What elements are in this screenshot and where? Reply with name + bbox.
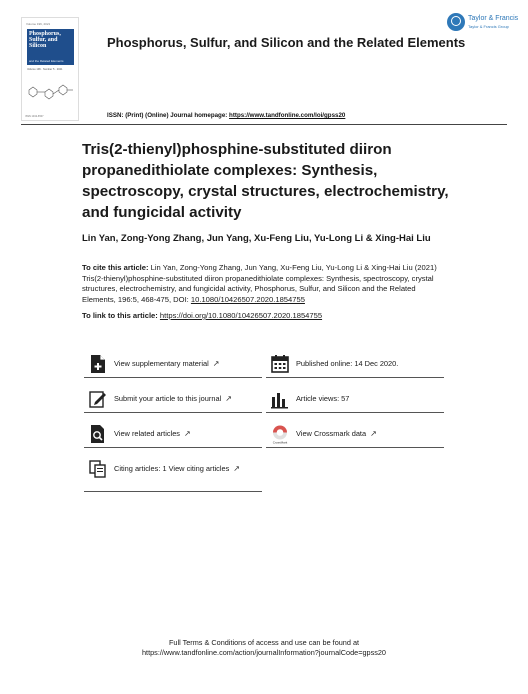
crossmark-logo-icon bbox=[270, 424, 290, 444]
article-link-label: To link to this article: bbox=[82, 311, 160, 320]
terms-footer-line1: Full Terms & Conditions of access and use can be found at bbox=[168, 638, 360, 647]
calendar-icon bbox=[270, 354, 290, 374]
article-title: Tris(2-thienyl)phosphine-substituted diiron propanedithiolate complexes: Synthesis, spectroscopy, crystal structures, electrochemistry, and fungicidal activity bbox=[82, 141, 449, 221]
crossmark-link[interactable] bbox=[270, 422, 450, 456]
publisher-logo[interactable] bbox=[447, 13, 521, 37]
cover-title-band bbox=[27, 29, 74, 65]
article-views-label: Article views: 57 bbox=[296, 394, 350, 403]
cover-subtitle: and the Related Elements bbox=[29, 59, 64, 63]
supplementary-label: View supplementary material bbox=[114, 359, 209, 368]
citation-text: Lin Yan, Zong-Yong Zhang, Jun Yang, Xu-Feng Liu, Yu-Long Li & Xing-Hai Liu (2021) Tris(2-thienyl)phosphine-substituted diiron propanedithiolate complexes: Synthesis, spectroscopy, crystal structures, electrochemistry, and fungicidal activity, Phosphorus, Sulfur, and Silicon and the Related Elements, 196:5, 468-475, DOI: bbox=[82, 263, 437, 304]
supplementary-material-link[interactable] bbox=[88, 352, 268, 386]
journal-cover-thumbnail bbox=[21, 17, 79, 121]
citing-articles-link[interactable] bbox=[88, 457, 268, 491]
related-articles-link[interactable] bbox=[88, 422, 268, 456]
external-link-icon: ↗ bbox=[184, 429, 191, 438]
journal-title: Phosphorus, Sulfur, and Silicon and the Related Elements bbox=[107, 35, 466, 50]
citing-articles-label: Citing articles: 1 View citing articles bbox=[114, 464, 230, 473]
submit-label: Submit your article to this journal bbox=[114, 394, 222, 403]
search-document-icon bbox=[88, 424, 108, 444]
publisher-subname: Taylor & Francis Group bbox=[468, 24, 509, 29]
citation-block bbox=[82, 263, 448, 305]
issn-text: ISSN: (Print) (Online) Journal homepage: bbox=[107, 112, 230, 119]
submit-article-link[interactable] bbox=[88, 387, 268, 421]
terms-footer-link[interactable]: https://www.tandfonline.com/action/journalInformation?journalCode=gpss20 bbox=[142, 647, 386, 657]
citing-documents-icon bbox=[88, 459, 108, 479]
external-link-icon: ↗ bbox=[233, 464, 240, 473]
grid-divider bbox=[266, 412, 444, 413]
cover-footer: ISSN 1042-6507 bbox=[25, 115, 44, 118]
crossmark-label: View Crossmark data bbox=[296, 429, 367, 438]
issn-homepage-line bbox=[107, 112, 345, 119]
journal-homepage-link[interactable]: https://www.tandfonline.com/loi/gpss20 bbox=[229, 112, 346, 119]
article-authors: Lin Yan, Zong-Yong Zhang, Jun Yang, Xu-Feng Liu, Yu-Long Li & Xing-Hai Liu bbox=[82, 233, 431, 244]
article-views-info bbox=[270, 387, 450, 421]
grid-divider bbox=[84, 377, 262, 378]
cover-top-text: Volume 196, 2021 bbox=[26, 22, 51, 26]
grid-divider bbox=[266, 447, 444, 448]
cover-title: Phosphorus, Sulfur, and Silicon bbox=[29, 31, 61, 49]
citation-doi-link[interactable]: 10.1080/10426507.2020.1854755 bbox=[190, 294, 305, 304]
terms-footer bbox=[0, 638, 528, 657]
cover-chemical-structure-image bbox=[25, 80, 77, 100]
published-online-info bbox=[270, 352, 450, 386]
cover-meta: Volume 196 · Number 5 · 2021 bbox=[27, 68, 63, 71]
external-link-icon: ↗ bbox=[212, 359, 220, 368]
grid-divider bbox=[266, 377, 444, 378]
external-link-icon: ↗ bbox=[370, 429, 377, 438]
article-doi-link[interactable]: https://doi.org/10.1080/10426507.2020.1854755 bbox=[159, 311, 323, 320]
published-online-label: Published online: 14 Dec 2020. bbox=[296, 359, 399, 368]
external-link-icon: ↗ bbox=[225, 394, 232, 403]
related-articles-label: View related articles bbox=[114, 429, 180, 438]
grid-divider bbox=[84, 447, 262, 448]
publisher-name: Taylor & Francis bbox=[468, 15, 519, 22]
supplementary-file-icon bbox=[88, 354, 108, 374]
submit-pencil-icon bbox=[88, 389, 108, 409]
article-link-line bbox=[82, 311, 322, 320]
bar-chart-icon bbox=[270, 389, 290, 409]
header-divider bbox=[21, 124, 507, 125]
citation-label: To cite this article: bbox=[82, 263, 149, 272]
publisher-logo-icon bbox=[447, 13, 465, 31]
grid-divider bbox=[84, 412, 262, 413]
grid-divider bbox=[84, 491, 262, 492]
crossmark-logo-text: CrossMark bbox=[272, 440, 288, 444]
